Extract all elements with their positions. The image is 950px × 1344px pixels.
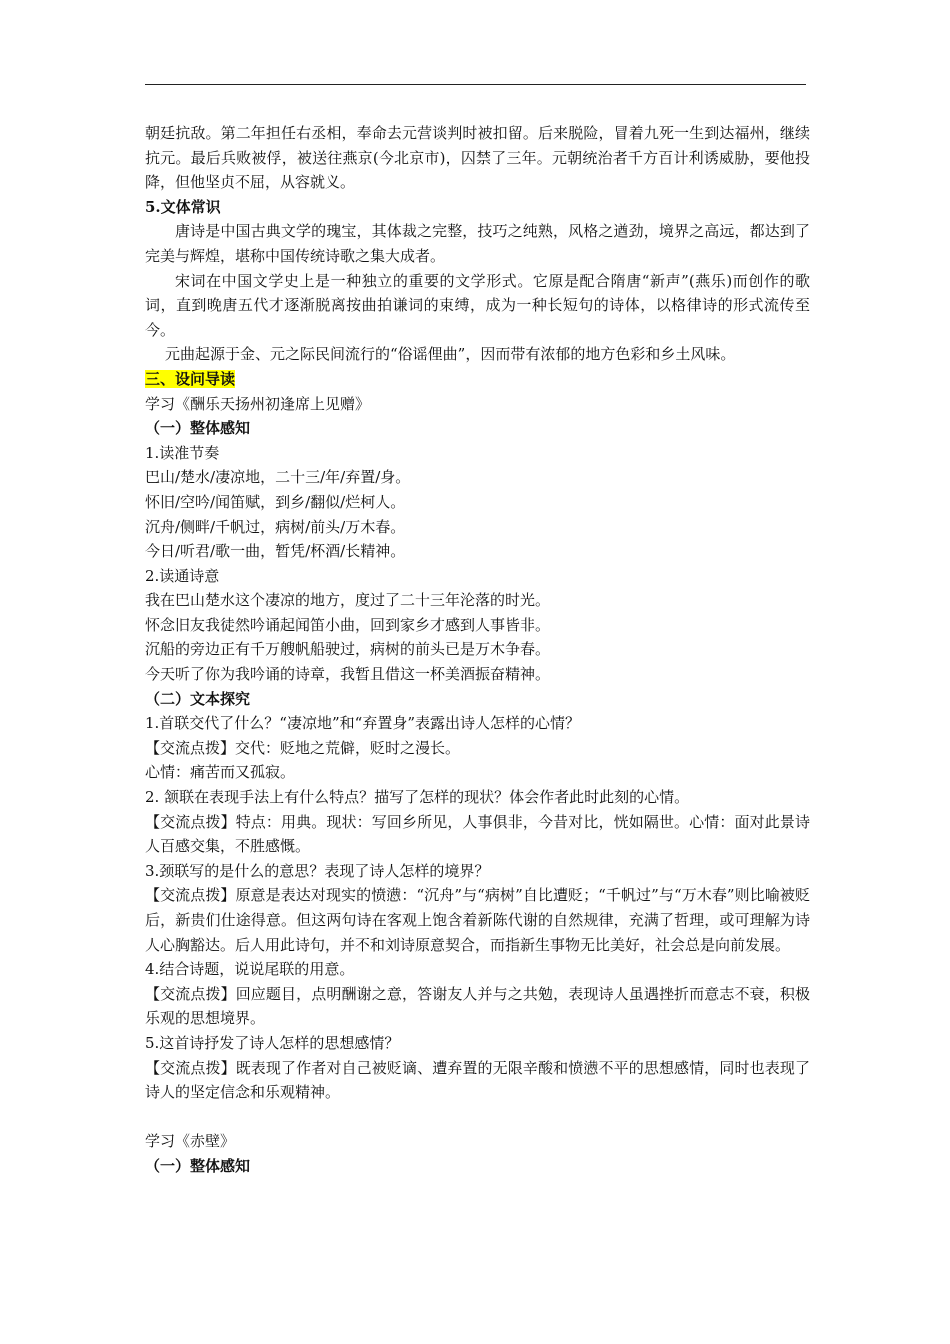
bio-paragraph: 朝廷抗敌。第二年担任右丞相，奉命去元营谈判时被扣留。后来脱险，冒着九死一生到达福州，继续抗元。最后兵败被俘，被送往燕京(今北京市)，囚禁了三年。元朝统治者千方百计利诱威胁，要他投降，但他坚贞不屈，从容就义。 [145,124,810,192]
answer: 心情：痛苦而又孤寂。 [145,763,296,782]
rhythm-line: 巴山/楚水/凄凉地，二十三/年/弃置/身。 [145,468,411,487]
rhythm-line: 沉舟/侧畔/千帆过，病树/前头/万木春。 [145,517,406,536]
meaning-line: 今天听了你为我吟诵的诗章，我暂且借这一杯美酒振奋精神。 [145,665,551,684]
song-ci-paragraph: 宋词在中国文学史上是一种独立的重要的文学形式。它原是配合隋唐“新声”(燕乐)而创作的歌词，直到晚唐五代才逐渐脱离按曲拍谦词的束缚，成为一种长短句的诗体，以格律诗的形式流传至今。 [145,271,810,339]
yuan-qu-paragraph: 元曲起源于金、元之际民间流行的“俗谣俚曲”，因而带有浓郁的地方色彩和乡土风味。 [165,345,736,364]
answer: 【交流点拨】回应题目，点明酬谢之意，答谢友人并与之共勉，表现诗人虽遇挫折而意志不衰，积极乐观的思想境界。 [145,984,810,1028]
question: 2. 颔联在表现手法上有什么特点？描写了怎样的现状？体会作者此时此刻的心情。 [145,788,690,807]
part-2-heading: （二）文本探究 [145,689,251,708]
question: 3.颈联写的是什么的意思？表现了诗人怎样的境界？ [145,861,490,880]
section-3-title: 三、设问导读 [145,369,236,388]
part-3-heading: （一）整体感知 [145,1156,251,1175]
meaning-line: 怀念旧友我徒然吟诵起闻笛小曲，回到家乡才感到人事皆非。 [145,615,551,634]
meaning-line: 沉船的旁边正有千万艘帆船驶过，病树的前头已是万木争春。 [145,640,551,659]
read-rhythm-heading: 1.读准节奏 [145,443,220,462]
read-meaning-heading: 2.读通诗意 [145,566,220,585]
study-title-1: 学习《酬乐天扬州初逢席上见赠》 [145,394,371,413]
header-rule [145,84,806,85]
tang-poetry-paragraph: 唐诗是中国古典文学的瑰宝，其体裁之完整，技巧之纯熟，风格之遒劲，境界之高远，都达到了完美与辉煌，堪称中国传统诗歌之集大成者。 [145,222,810,265]
answer: 【交流点拨】特点：用典。现状：写回乡所见，人事俱非，今昔对比，恍如隔世。心情：面对此景诗人百感交集，不胜感慨。 [145,812,810,856]
study-title-2: 学习《赤壁》 [145,1132,236,1151]
blank-line [145,1105,810,1130]
answer: 【交流点拨】交代：贬地之荒僻，贬时之漫长。 [145,738,461,757]
meaning-line: 我在巴山楚水这个凄凉的地方，度过了二十三年沦落的时光。 [145,591,551,610]
answer: 【交流点拨】原意是表达对现实的愤懑：“沉舟”与“病树”自比遭贬；“千帆过”与“万木春”则比喻被贬后，新贵们仕途得意。但这两句诗在客观上饱含着新陈代谢的自然规律，充满了哲理，或可理解为诗人心胸豁达。后人用此诗句，并不和刘诗原意契合，而指新生事物无比美好，社会总是向前发展。 [145,886,810,954]
question: 5.这首诗抒发了诗人怎样的思想感情？ [145,1033,400,1052]
answer: 【交流点拨】既表现了作者对自己被贬谪、遭弃置的无限辛酸和愤懑不平的思想感情，同时也表现了诗人的坚定信念和乐观精神。 [145,1058,810,1102]
rhythm-line: 今日/听君/歌一曲，暂凭/杯酒/长精神。 [145,542,406,561]
section-5-title: 5.文体常识 [145,197,221,216]
question: 4.结合诗题，说说尾联的用意。 [145,960,355,979]
part-1-heading: （一）整体感知 [145,419,251,438]
document-page [145,121,810,1179]
section-3-title-line [145,367,810,392]
question: 1.首联交代了什么？“凄凉地”和“弃置身”表露出诗人怎样的心情？ [145,714,580,733]
rhythm-line: 怀旧/空吟/闻笛赋，到乡/翻似/烂柯人。 [145,492,406,511]
